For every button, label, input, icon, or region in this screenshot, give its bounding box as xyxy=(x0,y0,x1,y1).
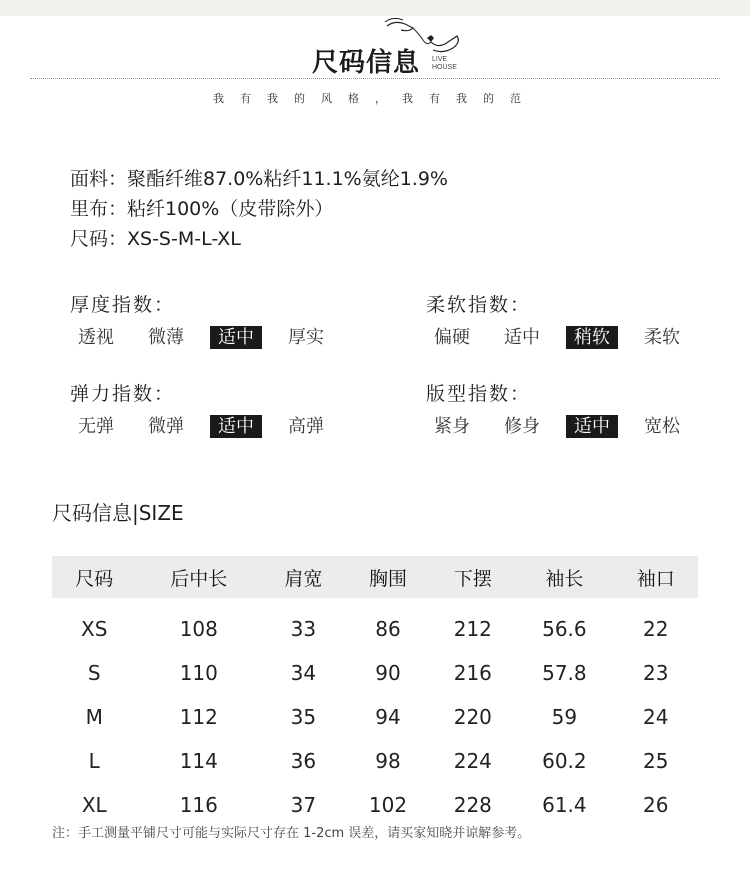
col-header: 袖口 xyxy=(636,567,675,590)
size-table xyxy=(52,556,698,827)
table-cell: 90 xyxy=(375,661,401,685)
elasticity-index xyxy=(70,379,350,438)
col-header: 肩宽 xyxy=(284,567,323,590)
fit-option: 紧身 xyxy=(434,416,470,437)
table-cell: M xyxy=(85,705,103,729)
dotted-divider xyxy=(30,78,720,79)
fit-option-selected: 适中 xyxy=(566,412,636,438)
elasticity-option: 无弹 xyxy=(78,416,114,437)
table-cell: XL xyxy=(81,793,107,817)
sizes-line: 尺码：XS-S-M-L-XL xyxy=(70,228,241,250)
logo-line-1: LIVE xyxy=(432,56,448,63)
table-cell: 112 xyxy=(179,705,218,729)
thickness-option: 微薄 xyxy=(148,327,184,348)
table-cell: 224 xyxy=(453,749,492,773)
subtitle: 我有我的风格，我有我的范 xyxy=(213,92,537,105)
table-cell: 33 xyxy=(290,617,317,641)
table-cell: 35 xyxy=(290,705,317,729)
col-header: 胸围 xyxy=(368,567,407,590)
table-cell: 94 xyxy=(375,705,401,729)
thickness-index xyxy=(70,290,350,349)
table-cell: 114 xyxy=(179,749,218,773)
table-cell: 98 xyxy=(375,749,401,773)
softness-option: 偏硬 xyxy=(434,327,470,348)
table-cell: XS xyxy=(81,617,108,641)
table-cell: 36 xyxy=(290,749,317,773)
header xyxy=(0,16,750,116)
softness-option: 柔软 xyxy=(644,327,680,348)
table-cell: 57.8 xyxy=(542,661,587,685)
table-cell: 56.6 xyxy=(542,617,587,641)
table-cell: L xyxy=(88,749,100,773)
table-cell: S xyxy=(87,661,101,685)
elasticity-option: 微弹 xyxy=(148,416,184,437)
col-header: 袖长 xyxy=(545,567,584,590)
table-cell: 60.2 xyxy=(542,749,587,773)
fabric-info xyxy=(70,164,448,254)
col-header: 后中长 xyxy=(170,567,228,590)
table-cell: 22 xyxy=(643,617,669,641)
table-row xyxy=(52,783,698,827)
table-cell: 61.4 xyxy=(542,793,587,817)
table-cell: 108 xyxy=(179,617,218,641)
col-header: 尺码 xyxy=(75,567,114,590)
table-cell: 228 xyxy=(453,793,492,817)
thickness-option: 透视 xyxy=(78,327,114,348)
fit-title: 版型指数： xyxy=(426,383,532,405)
softness-option-selected: 稍软 xyxy=(566,323,636,349)
table-cell: 86 xyxy=(375,617,401,641)
elasticity-option: 高弹 xyxy=(288,416,324,437)
top-strip xyxy=(0,0,750,16)
table-cell: 23 xyxy=(643,661,669,685)
table-row xyxy=(52,651,698,695)
logo xyxy=(432,56,457,72)
table-cell: 110 xyxy=(179,661,218,685)
thickness-option-selected: 适中 xyxy=(210,323,280,349)
table-cell: 25 xyxy=(643,749,669,773)
table-cell: 220 xyxy=(453,705,492,729)
page-title: 尺码信息 xyxy=(312,48,421,78)
elasticity-title: 弹力指数： xyxy=(70,383,176,405)
size-table-header xyxy=(52,556,698,598)
thickness-title: 厚度指数： xyxy=(70,294,176,316)
thickness-option: 厚实 xyxy=(288,327,324,348)
measurement-note: 注：手工测量平铺尺寸可能与实际尺寸存在 1-2cm 误差，请买家知晓并谅解参考。 xyxy=(52,826,531,841)
size-section-title: 尺码信息|SIZE xyxy=(52,501,184,525)
lining-line: 里布：粘纤100%（皮带除外） xyxy=(70,198,334,220)
table-row xyxy=(52,695,698,739)
fit-option: 修身 xyxy=(504,416,540,437)
table-cell: 116 xyxy=(179,793,218,817)
material-line: 面料：聚酯纤维87.0%粘纤11.1%氨纶1.9% xyxy=(70,168,448,190)
table-cell: 26 xyxy=(643,793,669,817)
table-row xyxy=(52,739,698,783)
logo-line-2: HOUSE xyxy=(432,64,457,71)
softness-option: 适中 xyxy=(504,327,540,348)
table-cell: 216 xyxy=(453,661,492,685)
table-cell: 212 xyxy=(453,617,492,641)
softness-index xyxy=(426,290,706,349)
softness-title: 柔软指数： xyxy=(426,294,532,316)
fit-index xyxy=(426,379,706,438)
col-header: 下摆 xyxy=(453,567,492,590)
elasticity-option-selected: 适中 xyxy=(210,412,280,438)
table-cell: 24 xyxy=(643,705,669,729)
table-cell: 59 xyxy=(551,705,578,729)
table-cell: 34 xyxy=(290,661,317,685)
table-cell: 102 xyxy=(368,793,408,817)
table-cell: 37 xyxy=(290,793,317,817)
table-row xyxy=(52,598,698,651)
fit-option: 宽松 xyxy=(644,416,680,437)
